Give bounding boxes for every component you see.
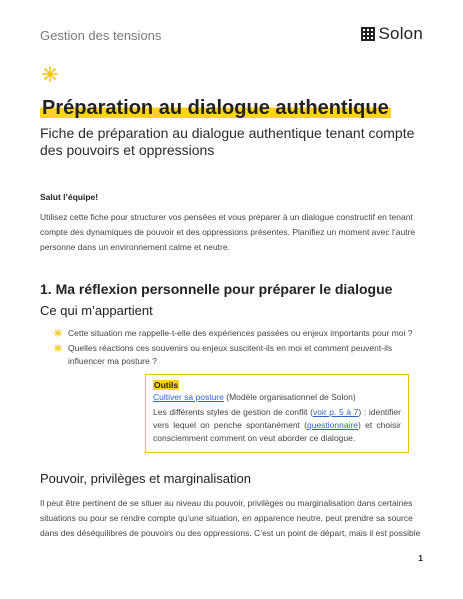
sun-bullet-icon (54, 329, 62, 337)
brand-name: Solon (378, 24, 423, 43)
tools-text-c: ) et choisir consciemment comment on veut aborder ce dialogue. (153, 420, 401, 443)
tools-link1-note: (Modèle organisationnel de Solon) (223, 392, 356, 402)
greeting: Salut l’équipe! (40, 192, 99, 202)
tools-line-1 (153, 391, 401, 403)
page-subtitle: Fiche de préparation au dialogue authentique tenant compte des pouvoirs et oppressions (40, 125, 415, 158)
section1-subheading: Ce qui m’appartient (40, 303, 153, 318)
solon-grid-icon (361, 27, 375, 41)
tools-label (153, 380, 401, 391)
cultiver-posture-link[interactable]: Cultiver sa posture (153, 392, 224, 402)
pages-5-7-link[interactable]: voir p. 5 à 7 (312, 407, 359, 417)
page-title: Préparation au dialogue authentique (42, 97, 389, 119)
tools-box (145, 374, 409, 453)
tools-line-2 (153, 406, 401, 445)
section1-heading: 1. Ma réflexion personnelle pour préparer le dialogue (40, 281, 393, 297)
tools-text-a: Les différents styles de gestion de conflit ( (153, 407, 313, 417)
page-number: 1 (418, 553, 423, 563)
section2-paragraph: Il peut être pertinent de se situer au niveau du pouvoir, privilèges ou marginalisation dans certaines situations ou pour se rendre compte qu’une situation, en apparence neutre, peut prendre sa source dans des déséquilibres de pouvoirs ou des oppressions. C’est un point de départ, mais il est possible (40, 498, 421, 538)
tools-text-b: ) : identifier vers lequel on penche spontanément ( (153, 407, 401, 430)
header-section-title: Gestion des tensions (40, 28, 162, 43)
list-item-text: Quelles réactions ces souvenirs ou enjeux suscitent-ils en moi et comment peuvent-ils influencer ma posture ? (68, 343, 393, 366)
sun-icon (42, 66, 58, 82)
section2-heading: Pouvoir, privilèges et marginalisation (40, 471, 251, 486)
questionnaire-link[interactable]: questionnaire (306, 420, 359, 430)
list-item-text: Cette situation me rappelle-t-elle des expériences passées ou enjeux importants pour moi ? (68, 328, 413, 338)
list-item (54, 342, 424, 368)
brand-logo (361, 24, 423, 44)
sun-bullet-icon (54, 344, 62, 352)
intro-paragraph: Utilisez cette fiche pour structurer vos pensées et vous préparer à un dialogue constructif en tenant compte des dynamiques de pouvoir et des oppressions présentes. Planifiez un moment avec l’autre personne dans un environnement calme et neutre. (40, 212, 416, 252)
reflection-list (54, 327, 424, 370)
title-block (40, 96, 391, 120)
list-item (54, 327, 424, 340)
tools-label-text: Outils (154, 380, 179, 390)
